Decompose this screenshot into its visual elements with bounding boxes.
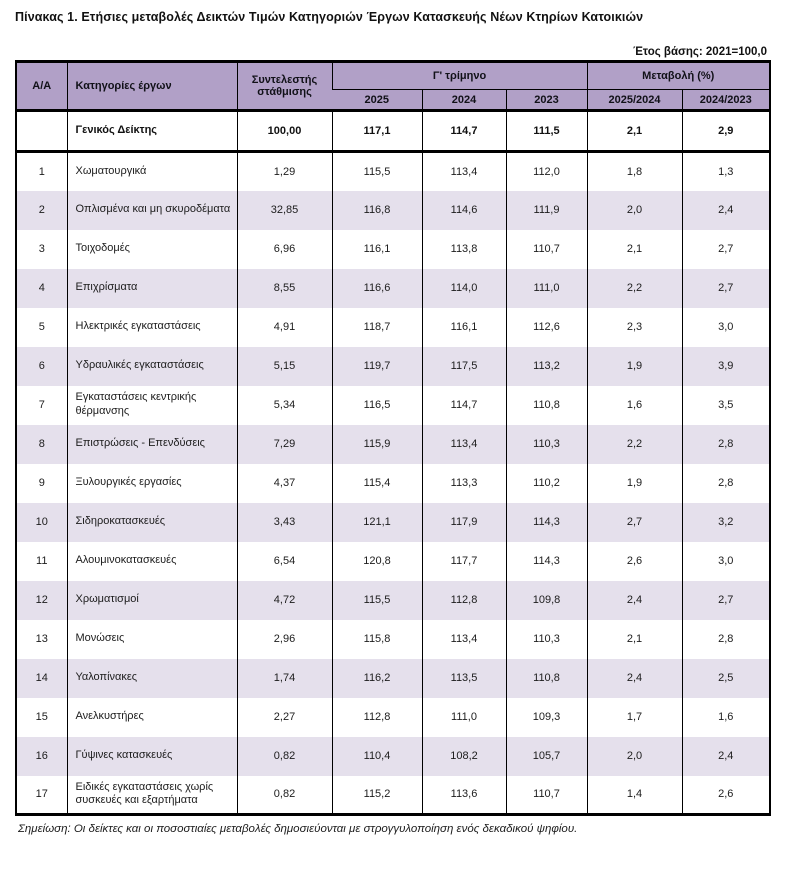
index-2023-cell: 109,8: [506, 581, 587, 620]
index-2023-cell: 111,9: [506, 191, 587, 230]
index-2024-cell: 113,4: [422, 620, 506, 659]
weight-cell: 5,34: [237, 386, 332, 425]
index-2024-cell: 112,8: [422, 581, 506, 620]
table-row: [16, 542, 770, 581]
category-cell: Χωματουργικά: [67, 152, 237, 191]
header-row-groups: [16, 62, 770, 90]
row-number: 11: [36, 555, 48, 567]
index-2025-cell: 116,2: [332, 659, 422, 698]
change-2025-2024-cell: 2,4: [587, 659, 682, 698]
weight-cell: 2,27: [237, 698, 332, 737]
row-number: 17: [35, 788, 48, 801]
index-2023-cell: 110,3: [506, 425, 587, 464]
index-2025-cell: 115,5: [332, 152, 422, 191]
index-2024-cell: 117,7: [422, 542, 506, 581]
index-2025-cell: 116,1: [332, 230, 422, 269]
category-cell: Σιδηροκατασκευές: [67, 503, 237, 542]
change-2024-2023-cell: 2,7: [682, 230, 770, 269]
index-2024-cell: 114,7: [422, 111, 506, 152]
index-2024-cell: 113,3: [422, 464, 506, 503]
change-2024-2023-cell: 3,9: [682, 347, 770, 386]
table-row: [16, 347, 770, 386]
change-2024-2023-cell: 3,2: [682, 503, 770, 542]
change-2024-2023-cell: 1,3: [682, 152, 770, 191]
category-cell: Τοιχοδομές: [67, 230, 237, 269]
weight-cell: 6,96: [237, 230, 332, 269]
category-cell: Γύψινες κατασκευές: [67, 737, 237, 776]
index-2024-cell: 117,5: [422, 347, 506, 386]
row-number: 8: [16, 425, 67, 464]
table-row: [16, 503, 770, 542]
table-row: [16, 737, 770, 776]
weight-cell: 6,54: [237, 542, 332, 581]
change-2025-2024-cell: 1,9: [587, 347, 682, 386]
change-2025-2024-cell: 2,2: [587, 269, 682, 308]
change-2024-2023-cell: 2,4: [682, 737, 770, 776]
weight-cell: 100,00: [237, 111, 332, 152]
footnote: Σημείωση: Οι δείκτες και οι ποσοστιαίες μεταβολές δημοσιεύονται με στρογγυλοποίηση ενός δεκαδικού ψηφίου.: [18, 823, 578, 835]
table-row: [16, 698, 770, 737]
category-cell: Υδραυλικές εγκαταστάσεις: [67, 347, 237, 386]
table-row: [16, 308, 770, 347]
index-2025-cell: 121,1: [332, 503, 422, 542]
header-change-2025-2024: 2025/2024: [587, 90, 682, 111]
change-2024-2023-cell: 2,6: [682, 776, 770, 815]
table-header: [16, 62, 770, 111]
weight-cell: 7,29: [237, 425, 332, 464]
index-2023-cell: 110,8: [506, 386, 587, 425]
weight-cell: 8,55: [237, 269, 332, 308]
header-year-2023: 2023: [506, 90, 587, 111]
index-2025-cell: 115,2: [332, 776, 422, 815]
category-cell: Επιχρίσματα: [67, 269, 237, 308]
index-2023-cell: 114,3: [506, 503, 587, 542]
index-2025-cell: 115,4: [332, 464, 422, 503]
index-2024-cell: 113,4: [422, 152, 506, 191]
header-year-2024: 2024: [422, 90, 506, 111]
weight-cell: 3,43: [237, 503, 332, 542]
change-2025-2024-cell: 1,9: [587, 464, 682, 503]
index-2025-cell: 118,7: [332, 308, 422, 347]
index-2025-cell: 115,5: [332, 581, 422, 620]
table-title: Πίνακας 1. Ετήσιες μεταβολές Δεικτών Τιμών Κατηγοριών Έργων Κατασκευής Νέων Κτηρίων Κατοικιών: [15, 10, 644, 24]
category-cell: Επιστρώσεις - Επενδύσεις: [67, 425, 237, 464]
header-change-2024-2023: 2024/2023: [682, 90, 770, 111]
row-number: 14: [16, 659, 67, 698]
table-row: [16, 191, 770, 230]
index-2023-cell: 110,2: [506, 464, 587, 503]
indices-table: [15, 60, 771, 816]
weight-cell: 1,74: [237, 659, 332, 698]
category-cell: Χρωματισμοί: [67, 581, 237, 620]
change-2024-2023-cell: 2,8: [682, 464, 770, 503]
weight-cell: 0,82: [237, 737, 332, 776]
change-2024-2023-cell: 2,9: [682, 111, 770, 152]
index-2025-cell: 116,5: [332, 386, 422, 425]
row-number: 6: [16, 347, 67, 386]
header-group-change: Μεταβολή (%): [587, 62, 770, 90]
weight-cell: 1,29: [237, 152, 332, 191]
change-2025-2024-cell: 2,1: [587, 230, 682, 269]
row-number: 5: [38, 321, 45, 333]
index-2024-cell: 113,8: [422, 230, 506, 269]
change-2024-2023-cell: 3,5: [682, 386, 770, 425]
table-body: [16, 152, 770, 815]
row-number: 2: [16, 191, 67, 230]
index-2025-cell: 112,8: [332, 698, 422, 737]
base-year-label: Έτος βάσης: 2021=100,0: [633, 46, 767, 58]
category-cell: Οπλισμένα και μη σκυροδέματα: [67, 191, 237, 230]
index-2024-cell: 116,1: [422, 308, 506, 347]
index-2023-cell: 111,5: [506, 111, 587, 152]
row-number: 15: [35, 711, 48, 723]
change-2025-2024-cell: 2,1: [587, 111, 682, 152]
index-2025-cell: 120,8: [332, 542, 422, 581]
index-2024-cell: 113,5: [422, 659, 506, 698]
index-2023-cell: 112,0: [506, 152, 587, 191]
index-2023-cell: 110,7: [506, 776, 587, 815]
change-2025-2024-cell: 2,0: [587, 191, 682, 230]
change-2024-2023-cell: 2,7: [682, 269, 770, 308]
table-row: [16, 776, 770, 815]
index-2024-cell: 113,6: [422, 776, 506, 815]
row-number: 12: [16, 581, 67, 620]
header-categories: Κατηγορίες έργων: [67, 62, 237, 111]
table-row: [16, 152, 770, 191]
index-2023-cell: 110,8: [506, 659, 587, 698]
index-2023-cell: 113,2: [506, 347, 587, 386]
change-2024-2023-cell: 2,7: [682, 581, 770, 620]
category-cell: Ξυλουργικές εργασίες: [67, 464, 237, 503]
index-2024-cell: 114,6: [422, 191, 506, 230]
index-2024-cell: 108,2: [422, 737, 506, 776]
row-number: 7: [38, 399, 45, 411]
index-2025-cell: 115,9: [332, 425, 422, 464]
category-cell: Αλουμινοκατασκευές: [67, 542, 237, 581]
change-2025-2024-cell: 2,2: [587, 425, 682, 464]
index-2024-cell: 114,7: [422, 386, 506, 425]
change-2024-2023-cell: 2,8: [682, 620, 770, 659]
index-2023-cell: 110,3: [506, 620, 587, 659]
index-2023-cell: 112,6: [506, 308, 587, 347]
row-number: 1: [38, 165, 45, 178]
weight-cell: 0,82: [237, 776, 332, 815]
category-cell: Μονώσεις: [67, 620, 237, 659]
change-2025-2024-cell: 2,0: [587, 737, 682, 776]
category-cell: Ειδικές εγκαταστάσεις χωρίς συσκευές και εξαρτήματα: [67, 776, 237, 815]
general-index-label: Γενικός Δείκτης: [67, 111, 237, 152]
change-2025-2024-cell: 2,7: [587, 503, 682, 542]
row-number: 16: [16, 737, 67, 776]
change-2024-2023-cell: 2,5: [682, 659, 770, 698]
table-row: [16, 620, 770, 659]
change-2024-2023-cell: 3,0: [682, 308, 770, 347]
header-weight: Συντελεστής στάθμισης: [237, 62, 332, 111]
change-2025-2024-cell: 1,6: [587, 386, 682, 425]
row-number: 4: [16, 269, 67, 308]
index-2024-cell: 117,9: [422, 503, 506, 542]
index-2023-cell: 110,7: [506, 230, 587, 269]
table-row: [16, 464, 770, 503]
weight-cell: 4,91: [237, 308, 332, 347]
index-2025-cell: 117,1: [332, 111, 422, 152]
table-row: [16, 581, 770, 620]
index-2025-cell: 116,8: [332, 191, 422, 230]
category-cell: Εγκαταστάσεις κεντρικής θέρμανσης: [67, 386, 237, 425]
general-index-row: [16, 111, 770, 152]
row-number: 3: [38, 243, 45, 255]
weight-cell: 32,85: [237, 191, 332, 230]
index-2025-cell: 110,4: [332, 737, 422, 776]
table-row: [16, 386, 770, 425]
row-number: [16, 111, 67, 152]
weight-cell: 4,37: [237, 464, 332, 503]
change-2025-2024-cell: 2,6: [587, 542, 682, 581]
header-group-quarter: Γ' τρίμηνο: [332, 62, 587, 90]
index-2023-cell: 114,3: [506, 542, 587, 581]
index-2025-cell: 116,6: [332, 269, 422, 308]
category-cell: Ηλεκτρικές εγκαταστάσεις: [67, 308, 237, 347]
header-aa: Α/Α: [16, 62, 67, 111]
row-number: 9: [38, 477, 45, 489]
change-2025-2024-cell: 1,7: [587, 698, 682, 737]
row-number: 13: [35, 633, 48, 645]
change-2024-2023-cell: 2,4: [682, 191, 770, 230]
change-2025-2024-cell: 1,4: [587, 776, 682, 815]
change-2025-2024-cell: 2,3: [587, 308, 682, 347]
index-2024-cell: 114,0: [422, 269, 506, 308]
index-2024-cell: 111,0: [422, 698, 506, 737]
weight-cell: 2,96: [237, 620, 332, 659]
table-row: [16, 425, 770, 464]
index-2024-cell: 113,4: [422, 425, 506, 464]
change-2025-2024-cell: 1,8: [587, 152, 682, 191]
weight-cell: 5,15: [237, 347, 332, 386]
category-cell: Υαλοπίνακες: [67, 659, 237, 698]
change-2024-2023-cell: 1,6: [682, 698, 770, 737]
category-cell: Ανελκυστήρες: [67, 698, 237, 737]
table-row: [16, 269, 770, 308]
header-year-2025: 2025: [332, 90, 422, 111]
index-2023-cell: 109,3: [506, 698, 587, 737]
table-row: [16, 659, 770, 698]
row-number: 10: [16, 503, 67, 542]
index-2023-cell: 105,7: [506, 737, 587, 776]
change-2025-2024-cell: 2,4: [587, 581, 682, 620]
index-2023-cell: 111,0: [506, 269, 587, 308]
index-2025-cell: 119,7: [332, 347, 422, 386]
index-2025-cell: 115,8: [332, 620, 422, 659]
change-2024-2023-cell: 3,0: [682, 542, 770, 581]
change-2024-2023-cell: 2,8: [682, 425, 770, 464]
change-2025-2024-cell: 2,1: [587, 620, 682, 659]
weight-cell: 4,72: [237, 581, 332, 620]
table-row: [16, 230, 770, 269]
